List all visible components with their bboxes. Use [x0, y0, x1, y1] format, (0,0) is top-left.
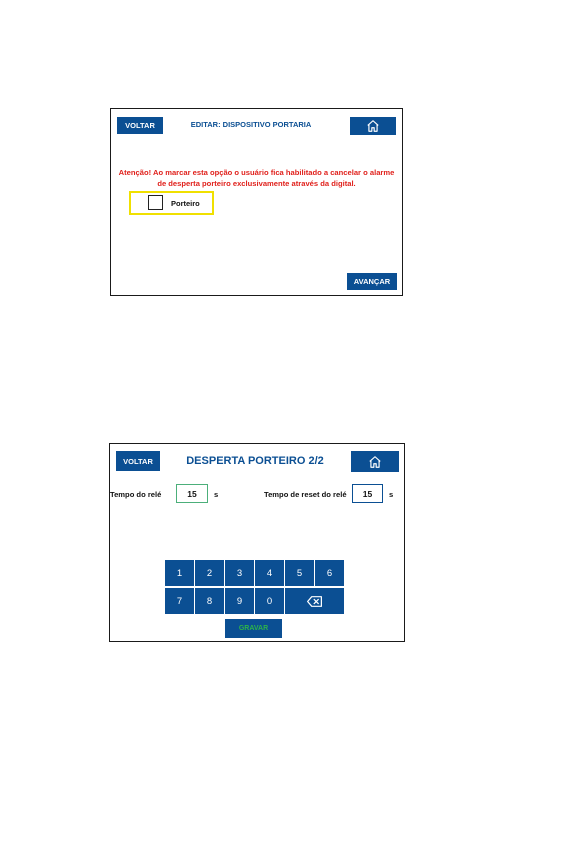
porteiro-checkbox[interactable] — [148, 195, 163, 210]
keypad-key-3[interactable] — [225, 560, 254, 586]
keypad-key-label: 5 — [296, 567, 303, 579]
keypad-key-label: 0 — [266, 595, 273, 607]
keypad-key-8[interactable] — [195, 588, 224, 614]
next-button-label: AVANÇAR — [353, 277, 391, 286]
relay-time-label: Tempo do relé — [110, 490, 162, 499]
save-button[interactable] — [225, 619, 282, 638]
back-button-label: VOLTAR — [123, 456, 153, 466]
back-button[interactable] — [117, 117, 163, 134]
page-title: EDITAR: DISPOSITIVO PORTARIA — [190, 120, 312, 129]
warning-line-1: Atenção! Ao marcar esta opção o usuário fica habilitado a cancelar o alarme — [118, 168, 395, 177]
page-title: DESPERTA PORTEIRO 2/2 — [186, 455, 324, 467]
keypad-key-7[interactable] — [165, 588, 194, 614]
back-button-label: VOLTAR — [125, 121, 155, 130]
keypad-key-5[interactable] — [285, 560, 314, 586]
reset-time-label: Tempo de reset do relé — [264, 490, 347, 499]
back-button[interactable] — [116, 451, 160, 471]
keypad-key-label: 9 — [236, 595, 243, 607]
keypad-key-label: 7 — [176, 595, 183, 607]
relay-time-unit: s — [214, 490, 219, 499]
home-icon — [366, 119, 380, 133]
keypad-key-0[interactable] — [255, 588, 284, 614]
next-button[interactable] — [347, 273, 397, 290]
backspace-icon — [306, 596, 323, 607]
home-button[interactable] — [351, 451, 399, 472]
keypad-key-6[interactable] — [315, 560, 344, 586]
home-button[interactable] — [350, 117, 396, 135]
save-button-label: GRAVAR — [238, 625, 269, 632]
reset-time-input[interactable] — [352, 484, 383, 503]
screen-edit-device — [110, 108, 403, 296]
keypad-key-label: 4 — [266, 567, 273, 579]
keypad-key-2[interactable] — [195, 560, 224, 586]
keypad-key-label: 3 — [236, 567, 243, 579]
porteiro-checkbox-highlight[interactable] — [129, 191, 214, 215]
backspace-button[interactable] — [285, 588, 344, 614]
keypad-key-label: 6 — [326, 567, 333, 579]
keypad-key-label: 8 — [206, 595, 213, 607]
keypad-key-9[interactable] — [225, 588, 254, 614]
warning-line-2: de desperta porteiro exclusivamente através da digital. — [157, 179, 356, 188]
keypad-key-4[interactable] — [255, 560, 284, 586]
relay-time-input[interactable] — [176, 484, 208, 503]
porteiro-checkbox-label: Porteiro — [171, 199, 200, 208]
keypad-key-label: 1 — [176, 567, 183, 579]
home-icon — [368, 455, 382, 469]
screen-desperta-porteiro — [109, 443, 405, 642]
reset-time-unit: s — [389, 490, 394, 499]
keypad-key-label: 2 — [206, 567, 213, 579]
keypad-key-1[interactable] — [165, 560, 194, 586]
